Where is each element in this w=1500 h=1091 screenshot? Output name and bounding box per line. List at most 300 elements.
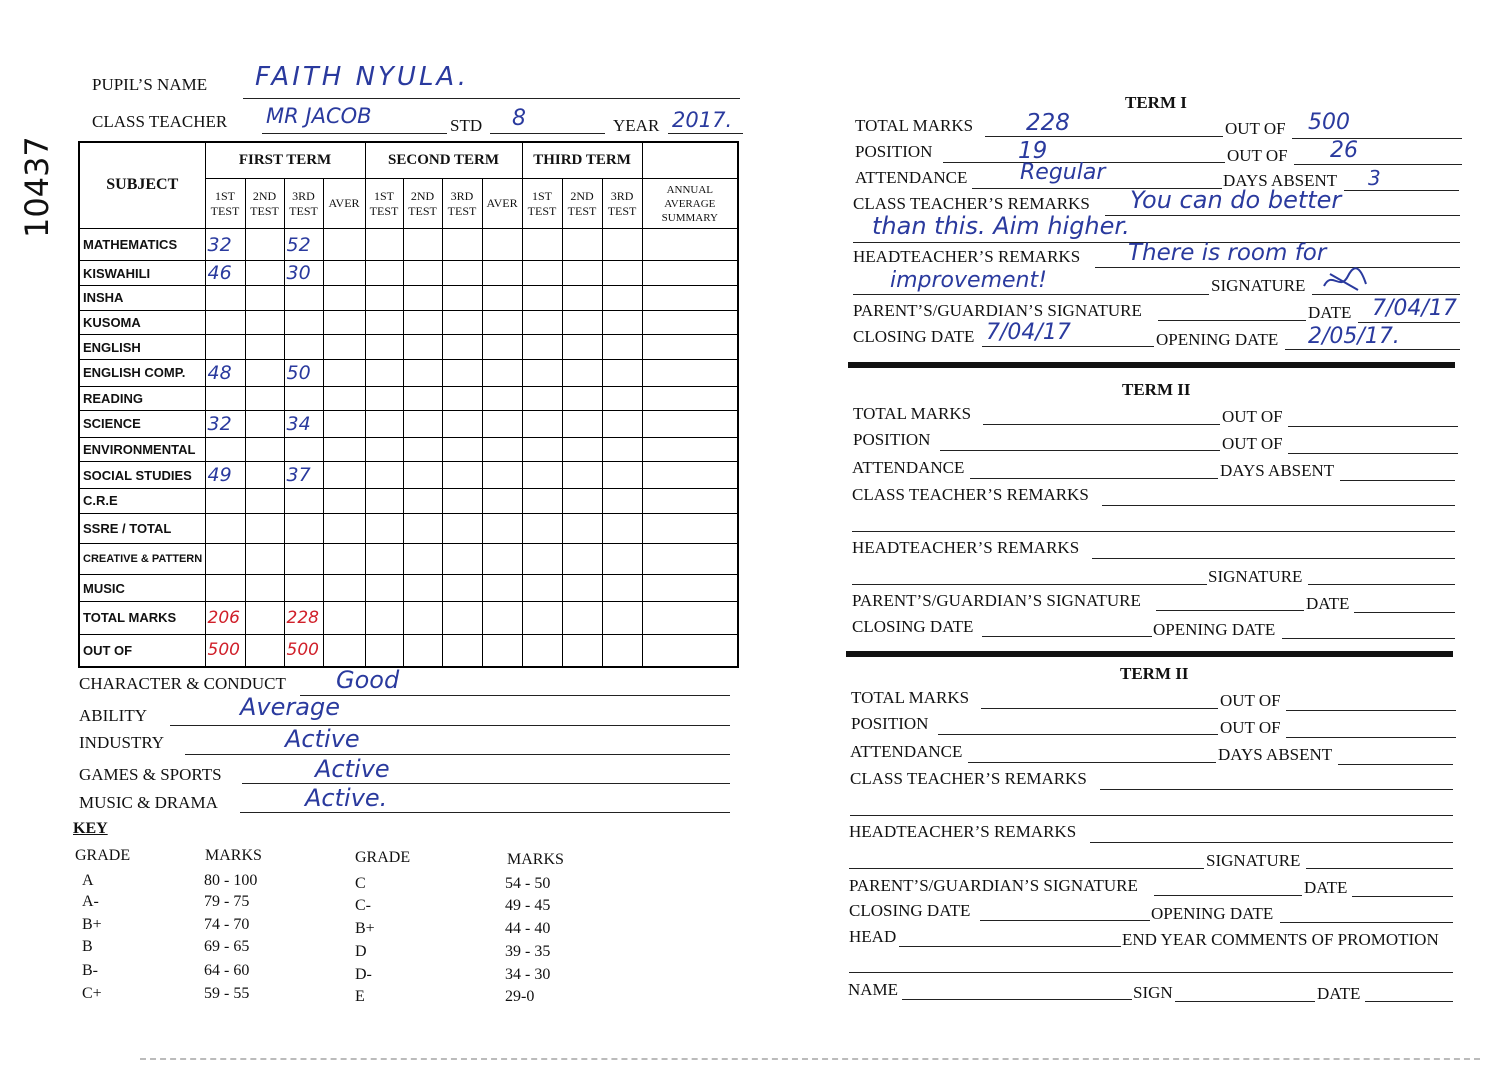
pupil-name-label: PUPIL’S NAME (92, 75, 208, 94)
subject-cell: ENGLISH COMP. (79, 359, 205, 386)
empty-score-cell (482, 462, 522, 489)
t3-pos-out-of-label: OUT OF (1220, 718, 1281, 737)
empty-score-cell (442, 575, 482, 602)
t3-signature-label: SIGNATURE (1206, 851, 1301, 870)
subject-cell: MUSIC (79, 575, 205, 602)
empty-score-cell (245, 437, 284, 462)
t1-head-remarks-2: improvement! (890, 268, 1047, 293)
empty-score-cell (562, 513, 602, 544)
table-row (79, 335, 738, 360)
empty-score-cell (602, 228, 642, 261)
music-drama-line (240, 812, 730, 813)
empty-score-cell (522, 489, 562, 514)
t1-head-remarks-1: There is room for (1128, 240, 1327, 266)
empty-score-cell (602, 261, 642, 286)
term1-title: TERM I (1125, 93, 1187, 112)
empty-score-cell (642, 411, 738, 438)
t3-parent-sig-label: PARENT’S/GUARDIAN’S SIGNATURE (849, 876, 1138, 895)
first-test-score: 32 (205, 411, 245, 438)
std-value: 8 (512, 106, 526, 131)
t2-parent-sig-label: PARENT’S/GUARDIAN’S SIGNATURE (852, 591, 1141, 610)
col-2nd-test: 2ND TEST (562, 179, 602, 228)
empty-score-cell (323, 228, 365, 261)
empty-score-cell (245, 386, 284, 411)
empty-score-cell (562, 411, 602, 438)
col-aver: AVER (482, 179, 522, 228)
empty-score-cell (442, 359, 482, 386)
key-grade: A (82, 872, 94, 889)
music-drama-value: Active. (305, 784, 388, 812)
empty-score-cell (245, 261, 284, 286)
t3-total-marks-label: TOTAL MARKS (851, 688, 970, 707)
empty-score-cell (522, 462, 562, 489)
empty-score-cell (442, 335, 482, 360)
empty-score-cell (642, 544, 738, 575)
first-test-score (205, 575, 245, 602)
empty-score-cell (245, 489, 284, 514)
empty-score-cell (642, 310, 738, 335)
t3-attendance-line (968, 762, 1216, 763)
first-test-score: 32 (205, 228, 245, 261)
key-marks: 54 - 50 (505, 875, 551, 892)
empty-score-cell (522, 544, 562, 575)
t1-date-line (1358, 322, 1460, 323)
empty-score-cell (403, 601, 442, 634)
t3-remarks-line-2 (850, 815, 1453, 816)
first-test-score: 48 (205, 359, 245, 386)
class-teacher-label: CLASS TEACHER (92, 112, 228, 131)
first-test-score (205, 489, 245, 514)
empty-score-cell (323, 286, 365, 311)
empty-score-cell (642, 634, 738, 667)
empty-score-cell (482, 359, 522, 386)
key-grade: B+ (82, 916, 102, 933)
empty-score-cell (642, 261, 738, 286)
key-marks: 69 - 65 (204, 938, 250, 955)
ability-value: Average (240, 693, 340, 721)
table-row (79, 261, 738, 286)
empty-score-cell (602, 489, 642, 514)
t1-parent-line (1158, 320, 1306, 321)
table-row (79, 601, 738, 634)
t1-opening-line (1285, 349, 1460, 350)
third-test-score: 500 (284, 634, 323, 667)
t1-head-line (1095, 267, 1460, 268)
empty-score-cell (442, 601, 482, 634)
empty-score-cell (403, 359, 442, 386)
subject-cell: INSHA (79, 286, 205, 311)
empty-score-cell (403, 411, 442, 438)
t3-closing-label: CLOSING DATE (849, 901, 971, 920)
empty-score-cell (442, 261, 482, 286)
t1-class-remarks-1: You can do better (1130, 186, 1342, 214)
conduct-line (300, 695, 730, 696)
empty-score-cell (323, 544, 365, 575)
empty-score-cell (562, 575, 602, 602)
t2-days-line (1340, 480, 1455, 481)
t3-outof-line (1286, 710, 1456, 711)
t1-parent-sig-label: PARENT’S/GUARDIAN’S SIGNATURE (853, 301, 1142, 320)
empty-score-cell (602, 386, 642, 411)
empty-score-cell (642, 359, 738, 386)
empty-score-cell (245, 359, 284, 386)
first-term-header: FIRST TERM (205, 142, 365, 179)
empty-score-cell (403, 575, 442, 602)
t1-opening-label: OPENING DATE (1156, 330, 1279, 349)
t1-posoutof-line (1294, 164, 1462, 165)
t1-date-value: 7/04/17 (1372, 296, 1457, 321)
empty-score-cell (365, 634, 403, 667)
t1-attendance-value: Regular (1020, 160, 1106, 185)
term2-divider (846, 651, 1453, 657)
empty-score-cell (323, 335, 365, 360)
empty-score-cell (323, 411, 365, 438)
empty-score-cell (365, 386, 403, 411)
empty-score-cell (442, 437, 482, 462)
conduct-label: CHARACTER & CONDUCT (79, 674, 286, 693)
t2-signature-label: SIGNATURE (1208, 567, 1303, 586)
subject-cell: CREATIVE & PATTERN (79, 544, 205, 575)
empty-score-cell (562, 462, 602, 489)
table-row (79, 310, 738, 335)
empty-score-cell (365, 462, 403, 489)
t2-parent-line (1156, 610, 1304, 611)
subject-cell: KUSOMA (79, 310, 205, 335)
key-marks: 80 - 100 (204, 872, 258, 889)
empty-score-cell (365, 575, 403, 602)
conduct-value: Good (336, 666, 400, 694)
empty-score-cell (562, 286, 602, 311)
table-row (79, 634, 738, 667)
empty-score-cell (245, 544, 284, 575)
t1-class-remarks-label: CLASS TEACHER’S REMARKS (853, 194, 1090, 213)
subject-cell: ENGLISH (79, 335, 205, 360)
empty-score-cell (403, 437, 442, 462)
third-test-score: 30 (284, 261, 323, 286)
t2-total-line (983, 424, 1220, 425)
ability-label: ABILITY (79, 706, 147, 725)
empty-score-cell (442, 386, 482, 411)
t2-out-of-label: OUT OF (1222, 407, 1283, 426)
table-row (79, 386, 738, 411)
third-test-score: 228 (284, 601, 323, 634)
key-grade: A- (82, 893, 99, 910)
term2-title: TERM II (1122, 380, 1191, 399)
t1-days-absent-value: 3 (1368, 166, 1381, 190)
end-year-label: END YEAR COMMENTS OF PROMOTION (1122, 930, 1439, 949)
empty-score-cell (562, 310, 602, 335)
table-row (79, 513, 738, 544)
empty-score-cell (245, 462, 284, 489)
key-marks: 39 - 35 (505, 943, 551, 960)
empty-score-cell (403, 286, 442, 311)
t2-closing-label: CLOSING DATE (852, 617, 974, 636)
industry-value: Active (285, 725, 360, 753)
empty-score-cell (642, 601, 738, 634)
empty-score-cell (642, 437, 738, 462)
t1-headteacher-signature-icon (1320, 266, 1370, 294)
term1-divider (848, 362, 1455, 368)
first-test-score (205, 286, 245, 311)
key-marks: 59 - 55 (204, 985, 250, 1002)
empty-score-cell (562, 601, 602, 634)
t2-date-line (1354, 612, 1455, 613)
empty-score-cell (522, 575, 562, 602)
empty-score-cell (403, 310, 442, 335)
col-3rd-test: 3RD TEST (442, 179, 482, 228)
empty-score-cell (482, 335, 522, 360)
third-test-score (284, 489, 323, 514)
key-grade: B- (82, 962, 98, 979)
table-row (79, 544, 738, 575)
key-marks: 79 - 75 (204, 893, 250, 910)
year-line (668, 133, 743, 134)
ability-line (170, 725, 730, 726)
t3-out-of-label: OUT OF (1220, 691, 1281, 710)
t1-pos-out-of-value: 26 (1330, 138, 1358, 163)
table-row (79, 489, 738, 514)
t1-opening-value: 2/05/17. (1308, 324, 1400, 349)
empty-score-cell (365, 310, 403, 335)
t2-position-label: POSITION (853, 430, 931, 449)
final-date-label: DATE (1317, 984, 1361, 1003)
empty-score-cell (323, 437, 365, 462)
empty-score-cell (365, 228, 403, 261)
t2-opening-line (1282, 638, 1455, 639)
empty-score-cell (522, 335, 562, 360)
key-marks: 29-0 (505, 988, 535, 1005)
empty-score-cell (323, 489, 365, 514)
empty-score-cell (442, 489, 482, 514)
key-marks: 74 - 70 (204, 916, 250, 933)
third-test-score (284, 310, 323, 335)
t1-outof-line (1292, 138, 1462, 139)
subject-cell: KISWAHILI (79, 261, 205, 286)
t3-position-line (938, 734, 1218, 735)
t2-attendance-label: ATTENDANCE (852, 458, 965, 477)
empty-score-cell (562, 359, 602, 386)
empty-score-cell (562, 437, 602, 462)
empty-score-cell (365, 411, 403, 438)
final-date-line (1365, 1001, 1453, 1002)
empty-score-cell (642, 513, 738, 544)
t1-out-of-label: OUT OF (1225, 119, 1286, 138)
empty-score-cell (562, 228, 602, 261)
table-row (79, 359, 738, 386)
empty-score-cell (442, 286, 482, 311)
t1-position-value: 19 (1018, 138, 1048, 164)
t3-sig-line (1306, 868, 1453, 869)
t3-head-line-2 (849, 868, 1204, 869)
key-marks: 44 - 40 (505, 920, 551, 937)
third-test-score (284, 286, 323, 311)
empty-score-cell (323, 261, 365, 286)
empty-score-cell (522, 411, 562, 438)
t2-days-absent-label: DAYS ABSENT (1220, 461, 1335, 480)
t2-attendance-line (970, 478, 1218, 479)
empty-score-cell (245, 411, 284, 438)
first-test-score (205, 544, 245, 575)
term3-title: TERM II (1120, 664, 1189, 683)
third-test-score (284, 335, 323, 360)
empty-score-cell (642, 286, 738, 311)
first-test-score (205, 310, 245, 335)
third-test-score: 37 (284, 462, 323, 489)
empty-score-cell (602, 575, 642, 602)
third-test-score (284, 544, 323, 575)
t2-posoutof-line (1288, 453, 1458, 454)
empty-score-cell (522, 513, 562, 544)
empty-score-cell (562, 489, 602, 514)
music-drama-label: MUSIC & DRAMA (79, 793, 218, 812)
empty-score-cell (442, 513, 482, 544)
empty-score-cell (323, 386, 365, 411)
third-test-score (284, 575, 323, 602)
empty-score-cell (323, 513, 365, 544)
t3-days-line (1338, 764, 1453, 765)
empty-score-cell (482, 310, 522, 335)
empty-score-cell (522, 437, 562, 462)
key-title: KEY (73, 820, 108, 837)
empty-score-cell (482, 228, 522, 261)
first-test-score: 49 (205, 462, 245, 489)
head-label: HEAD (849, 927, 897, 946)
empty-score-cell (562, 335, 602, 360)
col-1st-test: 1ST TEST (522, 179, 562, 228)
empty-score-cell (403, 544, 442, 575)
t1-total-marks-label: TOTAL MARKS (855, 116, 974, 135)
t3-date-label: DATE (1304, 878, 1348, 897)
std-label: STD (450, 116, 483, 135)
subject-cell: SCIENCE (79, 411, 205, 438)
t3-closing-line (980, 920, 1150, 921)
first-test-score: 500 (205, 634, 245, 667)
empty-score-cell (602, 462, 642, 489)
empty-score-cell (245, 601, 284, 634)
t1-total-marks-value: 228 (1026, 110, 1070, 136)
empty-score-cell (482, 601, 522, 634)
empty-score-cell (522, 359, 562, 386)
t2-head-remarks-label: HEADTEACHER’S REMARKS (852, 538, 1080, 557)
empty-score-cell (482, 489, 522, 514)
empty-score-cell (602, 310, 642, 335)
key-marks: 49 - 45 (505, 897, 551, 914)
empty-score-cell (403, 228, 442, 261)
t2-pos-out-of-label: OUT OF (1222, 434, 1283, 453)
empty-score-cell (403, 489, 442, 514)
t2-sig-line (1308, 584, 1455, 585)
t2-class-remarks-label: CLASS TEACHER’S REMARKS (852, 485, 1089, 504)
key-grade: C- (355, 897, 371, 914)
key-grade: D (355, 943, 367, 960)
empty-score-cell (403, 386, 442, 411)
t3-head-line (1090, 842, 1453, 843)
empty-score-cell (323, 601, 365, 634)
industry-line (185, 754, 730, 755)
empty-score-cell (323, 359, 365, 386)
empty-score-cell (323, 310, 365, 335)
empty-score-cell (642, 228, 738, 261)
t2-position-line (940, 450, 1220, 451)
year-value: 2017. (672, 108, 733, 132)
class-teacher-line (262, 133, 447, 134)
empty-score-cell (442, 310, 482, 335)
key-marks-header-2: MARKS (507, 851, 564, 868)
sign-label: SIGN (1133, 983, 1173, 1002)
empty-score-cell (442, 411, 482, 438)
t1-attendance-label: ATTENDANCE (855, 168, 968, 187)
empty-score-cell (245, 228, 284, 261)
t2-date-label: DATE (1306, 594, 1350, 613)
third-term-header: THIRD TERM (522, 142, 642, 179)
first-test-score (205, 386, 245, 411)
empty-score-cell (522, 286, 562, 311)
col-2nd-test: 2ND TEST (245, 179, 284, 228)
year-label: YEAR (613, 116, 660, 135)
t1-pos-out-of-label: OUT OF (1227, 146, 1288, 165)
subject-cell: OUT OF (79, 634, 205, 667)
empty-score-cell (602, 544, 642, 575)
t2-head-line (1092, 558, 1455, 559)
key-grade: D- (355, 966, 372, 983)
t3-position-label: POSITION (851, 714, 929, 733)
col-1st-test: 1ST TEST (365, 179, 403, 228)
table-row (79, 286, 738, 311)
key-grade-header-2: GRADE (355, 849, 411, 866)
name-label: NAME (848, 980, 899, 999)
empty-score-cell (562, 634, 602, 667)
empty-score-cell (602, 335, 642, 360)
empty-score-cell (365, 359, 403, 386)
empty-score-cell (642, 575, 738, 602)
t3-attendance-label: ATTENDANCE (850, 742, 963, 761)
t1-head-line-2 (853, 294, 1209, 295)
empty-score-cell (365, 261, 403, 286)
t1-sig-line (1312, 294, 1460, 295)
subject-cell: SOCIAL STUDIES (79, 462, 205, 489)
empty-score-cell (602, 286, 642, 311)
t3-class-remarks-label: CLASS TEACHER’S REMARKS (850, 769, 1087, 788)
subject-cell: READING (79, 386, 205, 411)
empty-score-cell (442, 634, 482, 667)
t3-date-line (1352, 896, 1453, 897)
table-row (79, 437, 738, 462)
empty-score-cell (365, 335, 403, 360)
table-row (79, 462, 738, 489)
t2-closing-line (982, 636, 1152, 637)
col-3rd-test: 3RD TEST (602, 179, 642, 228)
t1-class-remarks-2: than this. Aim higher. (872, 212, 1130, 240)
subject-header: SUBJECT (79, 142, 205, 228)
empty-score-cell (482, 513, 522, 544)
col-3rd-test: 3RD TEST (284, 179, 323, 228)
empty-score-cell (522, 386, 562, 411)
empty-score-cell (522, 261, 562, 286)
subject-cell: C.R.E (79, 489, 205, 514)
first-test-score: 46 (205, 261, 245, 286)
empty-score-cell (403, 335, 442, 360)
t1-head-remarks-label: HEADTEACHER’S REMARKS (853, 247, 1081, 266)
perforation-strip (140, 1058, 1480, 1070)
table-row (79, 411, 738, 438)
empty-score-cell (482, 575, 522, 602)
key-grade: B+ (355, 920, 375, 937)
pupil-name-value: FAITH NYULA. (255, 62, 469, 92)
side-note: 10437 (18, 136, 56, 238)
std-line (490, 133, 605, 134)
pupil-name-line (243, 98, 740, 99)
first-test-score (205, 437, 245, 462)
